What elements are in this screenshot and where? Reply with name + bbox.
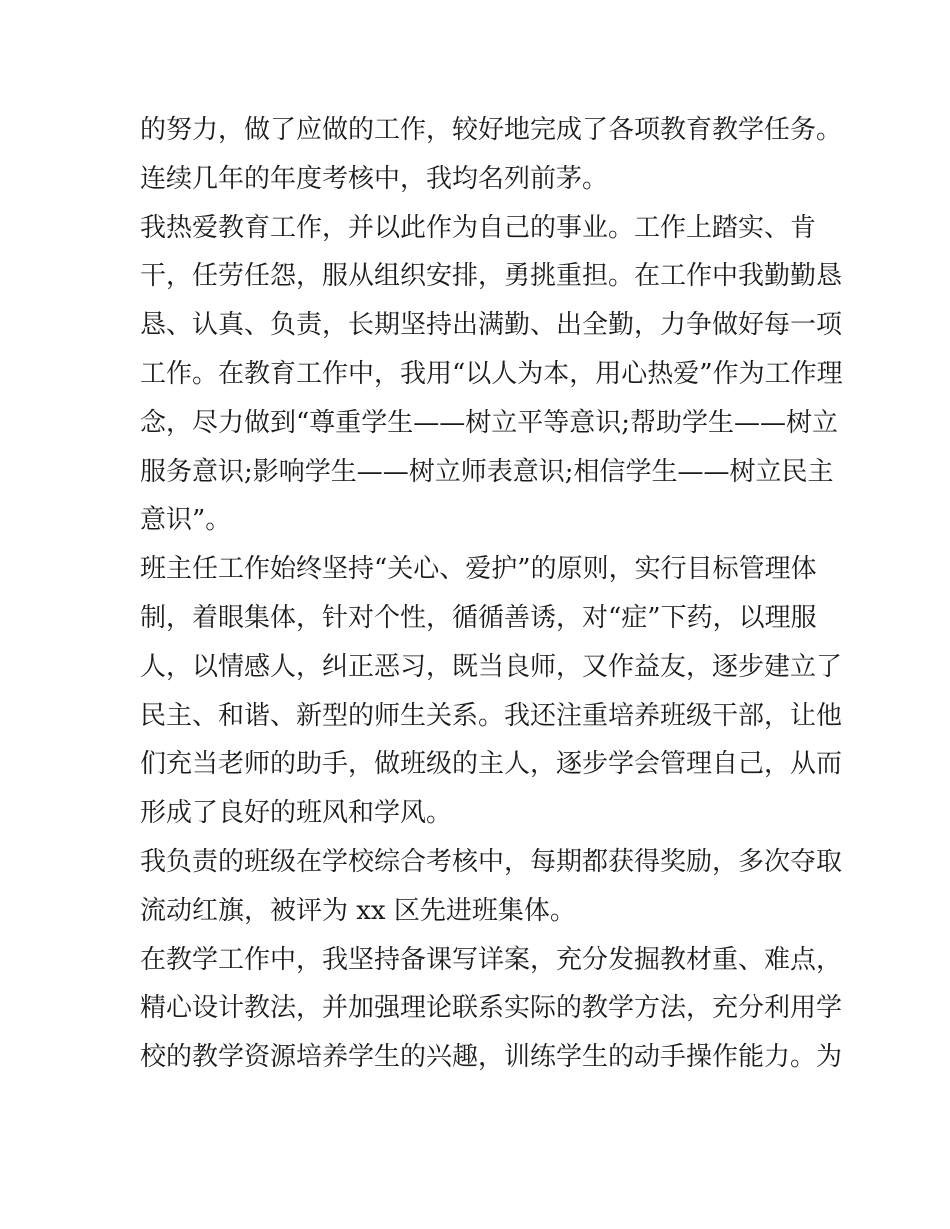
text-line: 在教学工作中，我坚持备课写详案，充分发掘教材重、难点， xyxy=(140,944,843,975)
text-line: 民主、和谐、新型的师生关系。我还注重培养班级干部，让他 xyxy=(140,700,843,731)
text-line: 班主任工作始终坚持“关心、爱护”的原则，实行目标管理体 xyxy=(140,554,817,585)
body-text xyxy=(140,106,843,1082)
text-line: 我热爱教育工作，并以此作为自己的事业。工作上踏实、肯 xyxy=(140,212,817,243)
text-line: 恳、认真、负责，长期坚持出满勤、出全勤，力争做好每一项 xyxy=(140,310,843,341)
text-line: 形成了良好的班风和学风。 xyxy=(140,798,453,829)
text-line: 精心设计教法，并加强理论联系实际的教学方法，充分利用学 xyxy=(140,993,843,1024)
text-line: 流动红旗，被评为 xx 区先进班集体。 xyxy=(140,895,576,926)
text-line: 制，着眼集体，针对个性，循循善诱，对“症”下药，以理服 xyxy=(140,602,817,633)
text-line: 校的教学资源培养学生的兴趣，训练学生的动手操作能力。为 xyxy=(140,1042,843,1073)
text-line: 服务意识;影响学生——树立师表意识;相信学生——树立民主 xyxy=(140,456,834,487)
text-line: 的努力，做了应做的工作，较好地完成了各项教育教学任务。 xyxy=(140,115,843,145)
text-line: 干，任劳任怨，服从组织安排，勇挑重担。在工作中我勤勤恳 xyxy=(140,261,843,292)
text-line: 意识”。 xyxy=(140,505,232,536)
text-line: 念，尽力做到“尊重学生——树立平等意识;帮助学生——树立 xyxy=(140,407,839,438)
text-line: 们充当老师的助手，做班级的主人，逐步学会管理自己，从而 xyxy=(140,749,843,780)
text-line: 我负责的班级在学校综合考核中，每期都获得奖励，多次夺取 xyxy=(140,846,843,877)
text-line: 人，以情感人，纠正恶习，既当良师，又作益友，逐步建立了 xyxy=(140,651,843,682)
text-line: 工作。在教育工作中，我用“以人为本，用心热爱”作为工作理 xyxy=(140,358,843,389)
text-line: 连续几年的年度考核中，我均名列前茅。 xyxy=(140,163,609,194)
